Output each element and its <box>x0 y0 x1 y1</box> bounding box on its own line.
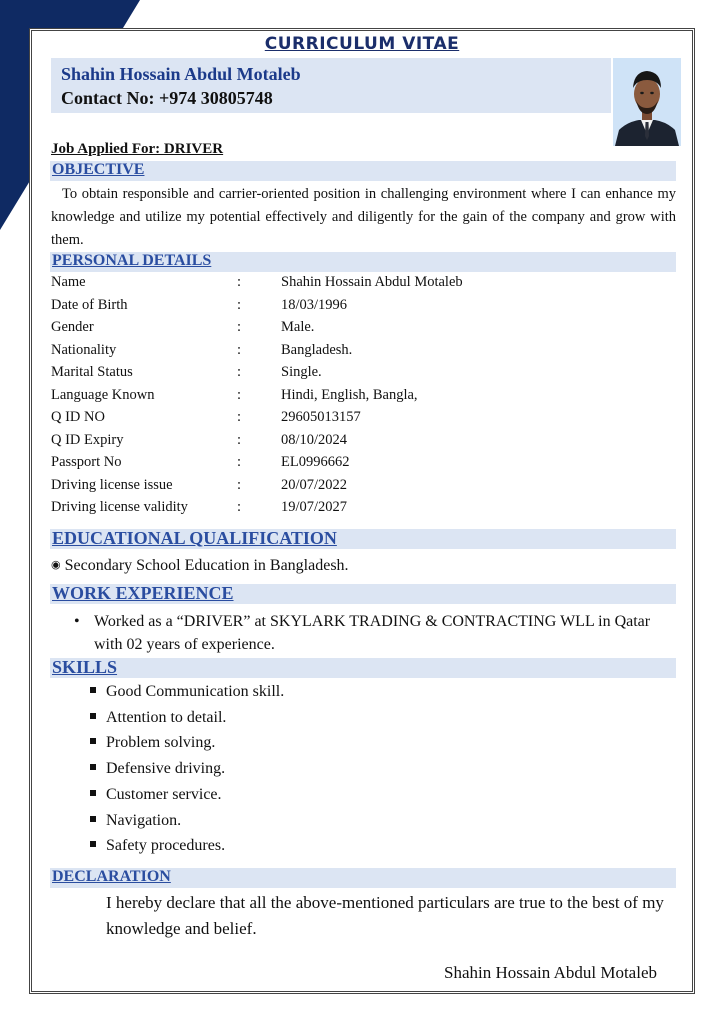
skills-heading-band <box>50 658 676 678</box>
detail-label: Name <box>51 274 86 290</box>
circle-bullet-icon: ◉ <box>51 559 61 571</box>
work-heading-band <box>50 584 676 604</box>
personal-heading: PERSONAL DETAILS <box>52 252 212 269</box>
detail-value: 18/03/1996 <box>281 296 348 313</box>
job-applied: Job Applied For: DRIVER <box>51 141 224 157</box>
profile-photo <box>613 58 681 146</box>
skill-text: Good Communication skill. <box>106 683 285 700</box>
skill-item <box>90 837 225 855</box>
detail-value: Male. <box>281 319 315 335</box>
square-bullet-icon <box>90 687 96 693</box>
skill-text: Safety procedures. <box>106 837 226 855</box>
skill-item <box>90 812 181 830</box>
detail-value: Bangladesh. <box>281 341 353 358</box>
work-heading: WORK EXPERIENCE <box>52 583 234 603</box>
detail-separator: : <box>237 409 242 425</box>
detail-value: Single. <box>281 364 322 380</box>
header-band <box>51 58 611 113</box>
detail-label: Driving license validity <box>51 499 188 515</box>
bullet-icon: • <box>74 613 80 630</box>
cv-page <box>29 28 695 994</box>
square-bullet-icon <box>90 713 96 719</box>
detail-row <box>51 477 651 499</box>
declaration-text: I hereby declare that all the above-mentioned particulars are true to the best of my knowledge and belief. <box>106 893 664 938</box>
detail-row <box>51 409 651 431</box>
detail-value: Hindi, English, Bangla, <box>281 386 418 403</box>
education-heading: EDUCATIONAL QUALIFICATION <box>52 528 337 548</box>
detail-row <box>51 274 651 296</box>
detail-label: Nationality <box>51 341 117 358</box>
square-bullet-icon <box>90 816 96 822</box>
education-item <box>51 557 349 575</box>
contact-number: Contact No: +974 30805748 <box>61 88 273 108</box>
candidate-name: Shahin Hossain Abdul Motaleb <box>61 64 301 84</box>
detail-separator: : <box>237 431 242 448</box>
skill-text: Problem solving. <box>106 734 216 752</box>
declaration-heading: DECLARATION <box>52 868 171 885</box>
skills-heading: SKILLS <box>52 657 118 677</box>
detail-label: Passport No <box>51 454 122 470</box>
detail-label: Q ID Expiry <box>51 431 124 448</box>
skill-text: Attention to detail. <box>106 708 227 726</box>
detail-value: 08/10/2024 <box>281 431 348 448</box>
skill-item <box>90 760 225 778</box>
objective-heading-band <box>50 161 676 181</box>
person-photo-icon <box>613 58 681 146</box>
detail-label: Language Known <box>51 386 155 403</box>
skill-text: Customer service. <box>106 785 222 803</box>
detail-row <box>51 432 651 454</box>
detail-separator: : <box>237 296 242 313</box>
square-bullet-icon <box>90 738 96 744</box>
detail-label: Q ID NO <box>51 409 105 425</box>
work-text: Worked as a “DRIVER” at SKYLARK TRADING & CONTRACTING WLL in Qatar with 02 years of experience. <box>94 613 651 653</box>
detail-row <box>51 297 651 319</box>
detail-label: Marital Status <box>51 364 133 380</box>
skill-text: Navigation. <box>106 811 182 829</box>
education-heading-band <box>50 529 676 549</box>
skill-item <box>90 734 215 752</box>
personal-heading-band <box>50 252 676 272</box>
detail-separator: : <box>237 274 242 290</box>
document-title: CURRICULUM VITAE <box>264 34 460 54</box>
work-item <box>74 610 676 656</box>
detail-value: 20/07/2022 <box>281 476 348 493</box>
detail-separator: : <box>237 454 242 470</box>
detail-row <box>51 364 651 386</box>
detail-row <box>51 342 651 364</box>
objective-heading: OBJECTIVE <box>52 161 145 178</box>
signature-name: Shahin Hossain Abdul Motaleb <box>444 963 657 982</box>
detail-separator: : <box>237 386 242 403</box>
detail-row <box>51 454 651 476</box>
detail-separator: : <box>237 499 242 515</box>
objective-text: To obtain responsible and carrier-oriented position in challenging environment where I can enhance my knowledge and utilize my potential effectively and diligently for the gain of the company and grow with them. <box>51 186 676 248</box>
detail-separator: : <box>237 341 242 358</box>
declaration-heading-band <box>50 868 676 888</box>
square-bullet-icon <box>90 790 96 796</box>
detail-value: 19/07/2027 <box>281 499 348 515</box>
detail-value: Shahin Hossain Abdul Motaleb <box>281 274 463 290</box>
education-text: Secondary School Education in Bangladesh. <box>64 557 349 574</box>
detail-value: 29605013157 <box>281 409 361 425</box>
square-bullet-icon <box>90 764 96 770</box>
skill-item <box>90 786 222 804</box>
square-bullet-icon <box>90 841 96 847</box>
detail-value: EL0996662 <box>281 454 350 470</box>
detail-separator: : <box>237 319 242 335</box>
skill-item <box>90 683 284 701</box>
skill-item <box>90 709 226 727</box>
detail-label: Gender <box>51 319 94 335</box>
detail-row <box>51 499 651 521</box>
detail-row <box>51 387 651 409</box>
detail-row <box>51 319 651 341</box>
detail-separator: : <box>237 364 242 380</box>
detail-label: Date of Birth <box>51 296 128 313</box>
detail-label: Driving license issue <box>51 476 173 493</box>
skill-text: Defensive driving. <box>106 760 226 778</box>
detail-separator: : <box>237 476 242 493</box>
